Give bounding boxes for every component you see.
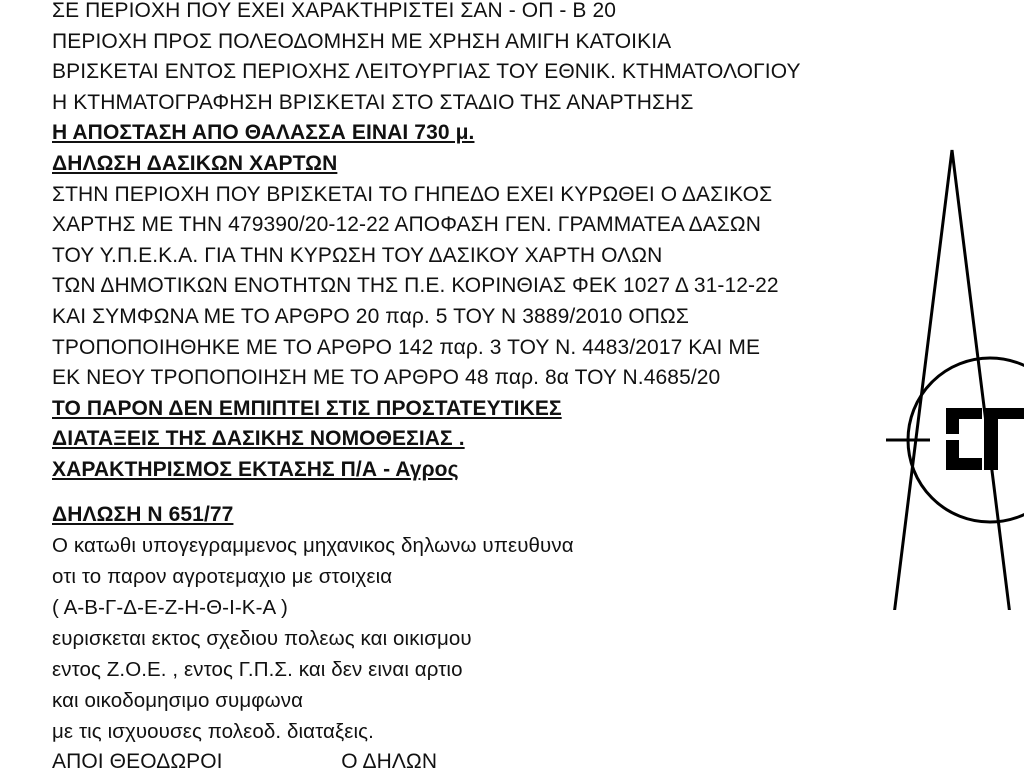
conclusion-line: ΤΟ ΠΑΡΟΝ ΔΕΝ ΕΜΠΙΠΤΕΙ ΣΤΙΣ ΠΡΟΣΤΑΤΕΥΤΙΚΕΣ xyxy=(52,396,562,420)
forest-line: ΕΚ ΝΕΟΥ ΤΡΟΠΟΠΟΙΗΣΗ ΜΕ ΤΟ ΑΡΘΡΟ 48 παρ. 8α ΤΟΥ Ν.4685/20 xyxy=(52,366,721,390)
declaration-line: εντος Ζ.Ο.Ε. , εντος Γ.Π.Σ. και δεν ειναι αρτιο xyxy=(52,658,463,682)
north-arrow-icon xyxy=(880,140,1024,610)
forest-line: ΤΡΟΠΟΠΟΙΗΘΗΚΕ ΜΕ ΤΟ ΑΡΘΡΟ 142 παρ. 3 ΤΟΥ Ν. 4483/2017 ΚΑΙ ΜΕ xyxy=(52,335,761,359)
forest-line: ΧΑΡΤΗΣ ΜΕ ΤΗΝ 479390/20-12-22 ΑΠΟΦΑΣΗ ΓΕΝ. ΓΡΑΜΜΑΤΕΑ ΔΑΣΩΝ xyxy=(52,213,761,237)
forest-text xyxy=(52,180,952,394)
declaration-line: και οικοδομησιμο συμφωνα xyxy=(52,689,304,713)
zoning-line: Η ΚΤΗΜΑΤΟΓΡΑΦΗΣΗ ΒΡΙΣΚΕΤΑΙ ΣΤΟ ΣΤΑΔΙΟ ΤΗΣ ΑΝΑΡΤΗΣΗΣ xyxy=(52,90,694,114)
declaration-line: ( Α-Β-Γ-Δ-Ε-Ζ-Η-Θ-Ι-Κ-Α ) xyxy=(52,596,288,620)
declaration-line: ευρισκεται εκτος σχεδιου πολεως και οικισμου xyxy=(52,627,472,651)
declaration-line: με τις ισχυουσες πολεοδ. διαταξεις. xyxy=(52,720,374,744)
document-body xyxy=(52,0,952,778)
sea-distance-heading: Η ΑΠΟΣΤΑΣΗ ΑΠΟ ΘΑΛΑΣΣΑ ΕΙΝΑΙ 730 μ. xyxy=(52,121,475,145)
forest-line: ΣΤΗΝ ΠΕΡΙΟΧΗ ΠΟΥ ΒΡΙΣΚΕΤΑΙ ΤΟ ΓΗΠΕΔΟ ΕΧΕΙ ΚΥΡΩΘΕΙ Ο ΔΑΣΙΚΟΣ xyxy=(52,182,773,206)
declaration-text xyxy=(52,530,952,747)
declaration-line: Ο κατωθι υπογεγραμμενος μηχανικος δηλωνω υπευθυνα xyxy=(52,534,574,558)
forest-line: ΚΑΙ ΣΥΜΦΩΝΑ ΜΕ ΤΟ ΑΡΘΡΟ 20 παρ. 5 ΤΟΥ Ν 3889/2010 ΟΠΩΣ xyxy=(52,304,689,328)
zoning-line: ΒΡΙΣΚΕΤΑΙ ΕΝΤΟΣ ΠΕΡΙΟΧΗΣ ΛΕΙΤΟΥΡΓΙΑΣ ΤΟΥ ΕΘΝΙΚ. ΚΤΗΜΑΤΟΛΟΓΙΟΥ xyxy=(52,60,801,84)
forest-conclusion xyxy=(52,394,952,486)
declaration-heading: ΔΗΛΩΣΗ Ν 651/77 xyxy=(52,502,234,526)
conclusion-line: ΧΑΡΑΚΤΗΡΙΣΜΟΣ ΕΚΤΑΣΗΣ Π/Α - Αγρος xyxy=(52,457,459,481)
forest-line: ΤΟΥ Υ.Π.Ε.Κ.Α. ΓΙΑ ΤΗΝ ΚΥΡΩΣΗ ΤΟΥ ΔΑΣΙΚΟΥ ΧΑΡΤΗ ΟΛΩΝ xyxy=(52,243,663,267)
forest-maps-heading: ΔΗΛΩΣΗ ΔΑΣΙΚΩΝ ΧΑΡΤΩΝ xyxy=(52,151,338,175)
zoning-line: ΠΕΡΙΟΧΗ ΠΡΟΣ ΠΟΛΕΟΔΟΜΗΣΗ ΜΕ ΧΡΗΣΗ ΑΜΙΓΗ ΚΑΤΟΙΚΙΑ xyxy=(52,29,672,53)
conclusion-line: ΔΙΑΤΑΞΕΙΣ ΤΗΣ ΔΑΣΙΚΗΣ ΝΟΜΟΘΕΣΙΑΣ . xyxy=(52,427,465,451)
forest-line: ΤΩΝ ΔΗΜΟΤΙΚΩΝ ΕΝΟΤΗΤΩΝ ΤΗΣ Π.Ε. ΚΟΡΙΝΘΙΑΣ ΦΕΚ 1027 Δ 31-12-22 xyxy=(52,274,779,298)
zoning-line: ΣΕ ΠΕΡΙΟΧΗ ΠΟΥ ΕΧΕΙ ΧΑΡΑΚΤΗΡΙΣΤΕΙ ΣΑΝ - ΟΠ - Β 20 xyxy=(52,0,617,22)
north-arrow-spire xyxy=(894,150,1010,610)
spacer xyxy=(52,486,952,500)
declaration-line: οτι το παρον αγροτεμαχιο με στοιχεια xyxy=(52,565,393,589)
signature-footer-line: ΑΠΟΙ ΘΕΟΔΩΡΟΙ Ο ΔΗΛΩΝ xyxy=(52,750,438,774)
zoning-section xyxy=(52,0,952,118)
north-arrow-letter xyxy=(946,408,1024,470)
